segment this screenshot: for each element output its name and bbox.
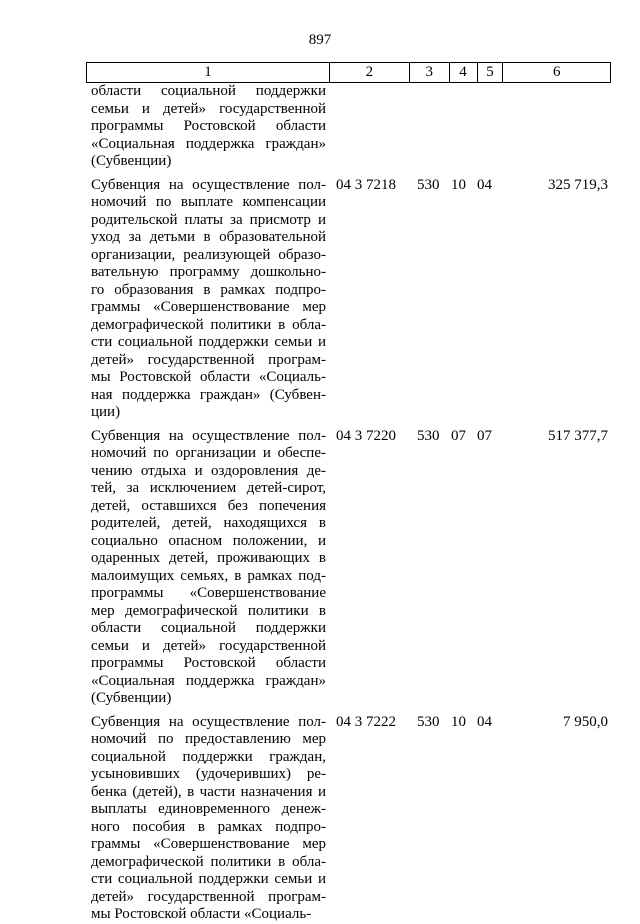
description-line: усыновивших (удочеривших) ре-: [91, 766, 326, 782]
description-line: ная поддержка граждан» (Субвен-: [91, 386, 326, 403]
description-line: (Субвенции): [91, 690, 172, 706]
target-article-code: 04 3 7218: [336, 176, 396, 193]
amount: 7 950,0: [563, 713, 608, 730]
description-line: детей» государственной програм-: [91, 351, 326, 368]
table-row: [86, 177, 611, 422]
description-line: Субвенция на осуществление пол-: [91, 176, 326, 193]
budget-table: [86, 62, 611, 924]
subsection-code: 04: [477, 176, 492, 193]
target-article-code: [329, 83, 409, 171]
description-line: организации, реализующей образо-: [91, 246, 326, 263]
description-line: родителей, детей, находящихся в: [91, 515, 326, 531]
table-row: [86, 714, 611, 924]
description-line: «Социальная поддержка граждан»: [91, 135, 326, 152]
description-line: демографической политики в обла-: [91, 853, 326, 870]
column-header: 2: [329, 63, 409, 82]
row-description: [86, 714, 329, 924]
description-line: граммы «Совершенствование мер: [91, 836, 326, 852]
description-line: демографической политики в обла-: [91, 316, 326, 333]
description-line: программы Ростовской области: [91, 118, 326, 134]
description-line: программы Ростовской области: [91, 655, 326, 671]
section-code: [449, 83, 477, 171]
expense-type-code: 530: [417, 713, 440, 730]
column-header: 5: [477, 63, 503, 82]
description-line: тей, за исключением детей-сирот,: [91, 480, 326, 496]
description-line: социально опасном положении, и: [91, 532, 326, 549]
table-row: [86, 428, 611, 708]
amount: [503, 83, 611, 171]
subsection-code: 07: [477, 427, 492, 444]
section-code: 10: [451, 176, 466, 193]
description-line: ного пособия в рамках подпро-: [91, 818, 326, 835]
description-line: программы «Совершенствование: [91, 585, 326, 601]
column-header: 3: [409, 63, 449, 82]
table-body: [86, 83, 611, 924]
description-line: детей, оставшихся без попечения: [91, 497, 326, 514]
column-header: 1: [204, 64, 212, 80]
description-line: семьи и детей» государственной: [91, 637, 326, 654]
description-line: ции): [91, 404, 121, 420]
description-line: Субвенция на осуществление пол-: [91, 713, 326, 730]
expense-type-code: 530: [417, 176, 440, 193]
row-description: [86, 83, 329, 171]
expense-type-code: 530: [417, 427, 440, 444]
expense-type-code: [409, 83, 449, 171]
description-line: малоимущих семьях, в рамках под-: [91, 567, 326, 584]
description-line: семьи и детей» государственной: [91, 100, 326, 117]
description-line: номочий по выплате компенсации: [91, 194, 326, 210]
description-line: уход за детьми в образовательной: [91, 229, 326, 245]
description-line: мы Ростовской области «Социаль-: [91, 906, 312, 922]
amount: 325 719,3: [548, 176, 608, 193]
description-line: детей» государственной програм-: [91, 888, 326, 905]
description-line: вательную программу дошкольно-: [91, 264, 326, 280]
description-line: чению отдыха и оздоровления де-: [91, 462, 326, 479]
description-line: одаренных детей, проживающих в: [91, 550, 326, 566]
target-article-code: 04 3 7222: [336, 713, 396, 730]
description-line: номочий по организации и обеспе-: [91, 445, 326, 461]
description-line: Субвенция на осуществление пол-: [91, 427, 326, 444]
description-line: (Субвенции): [91, 153, 172, 169]
table-header: [86, 62, 611, 83]
description-line: сти социальной поддержки семьи и: [91, 334, 326, 350]
section-code: 10: [451, 713, 466, 730]
description-line: «Социальная поддержка граждан»: [91, 672, 326, 689]
subsection-code: 04: [477, 713, 492, 730]
target-article-code: 04 3 7220: [336, 427, 396, 444]
description-line: граммы «Совершенствование мер: [91, 299, 326, 315]
description-line: сти социальной поддержки семьи и: [91, 871, 326, 887]
table-row: [86, 83, 611, 171]
column-header: 4: [449, 63, 477, 82]
column-header: 6: [502, 63, 610, 82]
description-line: го образования в рамках подпро-: [91, 281, 326, 298]
subsection-code: [477, 83, 503, 171]
description-line: родительской платы за присмотр и: [91, 211, 326, 228]
amount: 517 377,7: [548, 427, 608, 444]
description-line: выплаты единовременного денеж-: [91, 801, 326, 817]
description-line: мы Ростовской области «Социаль-: [91, 369, 326, 385]
row-description: [86, 177, 329, 422]
description-line: социальной поддержки граждан,: [91, 748, 326, 765]
description-line: бенка (детей), в части назначения и: [91, 783, 326, 800]
row-description: [86, 428, 329, 708]
description-line: области социальной поддержки: [91, 83, 326, 99]
description-line: области социальной поддержки: [91, 620, 326, 636]
description-line: мер демографической политики в: [91, 602, 326, 619]
section-code: 07: [451, 427, 466, 444]
page-number: 897: [308, 32, 332, 48]
description-line: номочий по предоставлению мер: [91, 731, 326, 747]
